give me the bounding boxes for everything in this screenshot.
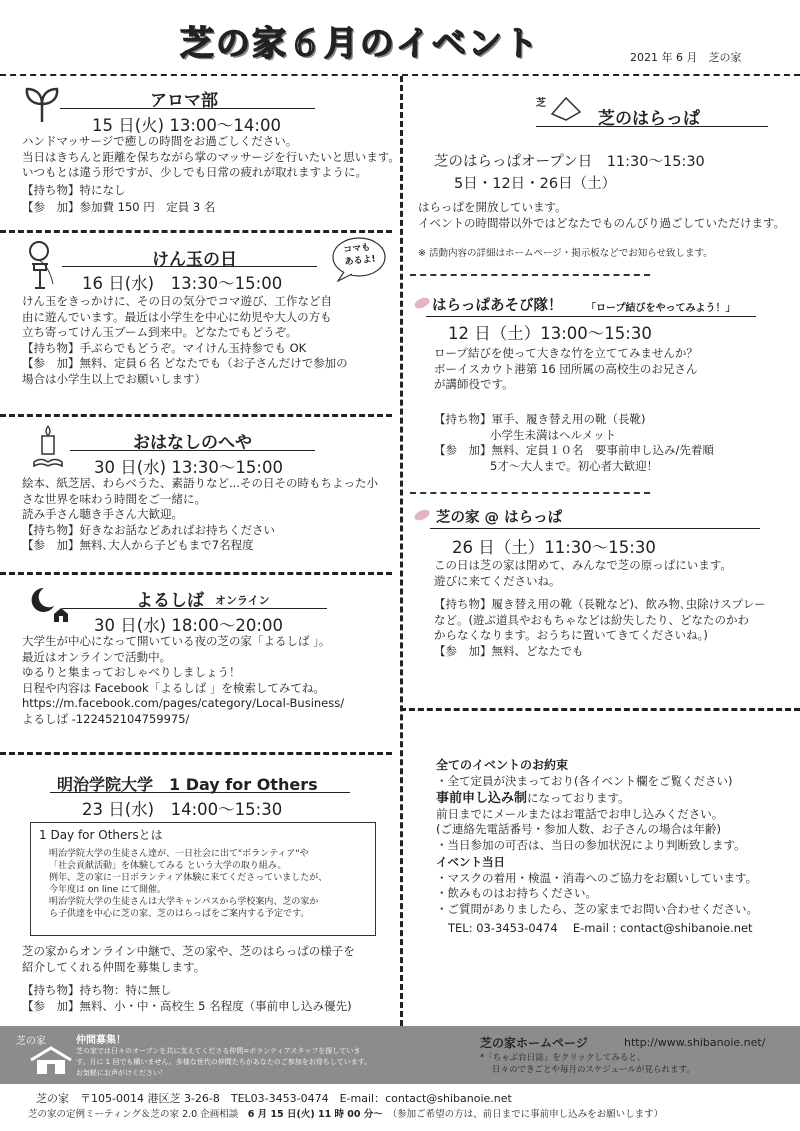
yorushiba-line: 最近はオンラインで活動中。 bbox=[22, 649, 172, 664]
asobi-line: ボーイスカウト港第 16 団所属の高校生のお兄さん bbox=[434, 361, 698, 376]
hp-note: 日々のできごとや毎月のスケジュールが見られます。 bbox=[492, 1065, 695, 1075]
recruit-section bbox=[76, 1031, 371, 1079]
ohanashi-line: さな世界を味わう時間をご一緒に。 bbox=[22, 491, 206, 506]
box-body bbox=[49, 848, 327, 920]
box-line: 「社会貢献活動」を体験してみる という大学の取り組み。 bbox=[49, 861, 287, 871]
ohanashi-line: 【持ち物】好きなお話などあればお持ちください bbox=[22, 522, 275, 537]
promise-line: ・当日参加の可否は、当日の参加状況により判断致します。 bbox=[436, 837, 746, 852]
promise-line: 前日までにメールまたはお電話でお申し込みください。 bbox=[436, 806, 724, 821]
ohanashi-title: おはなしのへや bbox=[133, 433, 252, 453]
harappa-line: イベントの時間帯以外ではどなたでものんびり過ごしていただけます。 bbox=[418, 215, 786, 230]
harappa-line: はらっぱを開放しています。 bbox=[418, 200, 567, 214]
about-1day-box bbox=[30, 822, 376, 936]
facebook-url[interactable]: https://m.facebook.com/pages/category/Local-Business/ bbox=[22, 696, 345, 710]
sprout-icon bbox=[22, 84, 62, 124]
asobi-line: が講師役です。 bbox=[434, 377, 514, 391]
meiji-line: 芝の家からオンライン中継で、芝の家や、芝のはらっぱの様子を bbox=[22, 944, 355, 958]
asobi-sanka: 5才～大人まで。初心者大歓迎！ bbox=[490, 458, 659, 473]
footer-logo-label: 芝の家 bbox=[16, 1036, 46, 1047]
aroma-title-underline bbox=[60, 108, 315, 109]
promise-section bbox=[436, 758, 758, 937]
ohanashi-line: 絵本、紙芝居、わらべうた、素語りなど...その日その時もちよった小 bbox=[22, 476, 378, 490]
harappa-note: ※ 活動内容の詳細はホームページ・掲示板などでお知らせ致します。 bbox=[418, 248, 713, 259]
label: 【参 加】 bbox=[434, 443, 492, 457]
hp-note: *「ちゃぶ台日誌」をクリックしてみると、 bbox=[480, 1053, 646, 1063]
ohanashi-line: 【参 加】無料､大人から子どもまで7名程度 bbox=[22, 538, 254, 552]
box-line: 例年、芝の家に一日ボランティア体験に来てくださっていましたが、 bbox=[49, 873, 328, 883]
kendama-body bbox=[22, 294, 348, 387]
date-org: 2021 年 6 月 芝の家 bbox=[630, 51, 742, 64]
kendama-line: 【持ち物】手ぶらでもどうぞ。マイけん玉持参でも OK bbox=[22, 340, 307, 355]
petal-icon bbox=[412, 296, 432, 310]
divider bbox=[400, 708, 800, 711]
kendama-line: 由に遊んでいます。最近は小学生を中心に幼児や大人の方も bbox=[22, 309, 332, 324]
promise-line: ・飲みものはお持ちください。 bbox=[436, 886, 597, 900]
promise-line: ・ご質問がありましたら、芝の家までお問い合わせください。 bbox=[436, 901, 758, 916]
aroma-line: 当日はきちんと距離を保ちながら掌のマッサージを行いたいと思います。 bbox=[22, 149, 400, 164]
box-line: 明治学院大学の生徒さん達が、一日社会に出て"ボランティア"や bbox=[49, 849, 309, 859]
recruit-line: お気軽にお声がけください！ bbox=[76, 1069, 167, 1077]
ohanashi-body bbox=[22, 476, 378, 554]
aroma-line: ハンドマッサージで癒しの時間をお過ごしください。 bbox=[22, 134, 298, 148]
atharappa-datetime: 26 日（土）11:30～15:30 bbox=[452, 538, 656, 557]
harappa-title-underline bbox=[536, 126, 768, 127]
promise-bold: 事前申し込み制 bbox=[436, 791, 528, 806]
ohanashi-line: 読み手さん聴き手さん大歓迎。 bbox=[22, 507, 183, 521]
yorushiba-datetime: 30 日(水) 18:00～20:00 bbox=[94, 616, 283, 635]
promise-line: (ご連絡先電話番号・参加人数、お子さんの場合は年齢) bbox=[436, 822, 721, 836]
ohanashi-datetime: 30 日(水) 13:30～15:00 bbox=[94, 458, 283, 477]
speech-bubble-text bbox=[343, 241, 376, 268]
house-icon bbox=[28, 1046, 74, 1076]
footer-address: 芝の家 〒105-0014 港区芝 3-26-8 TEL03-3453-0474 E-mail：contact@shibanoie.net bbox=[36, 1092, 512, 1105]
asobi-sanka: 無料、定員１０名 要事前申し込み/先着順 bbox=[491, 443, 714, 457]
divider bbox=[0, 752, 392, 755]
asobi-mochimono: 小学生未満はヘルメット bbox=[490, 427, 617, 442]
meeting-note: （参加ご希望の方は、前日までに事前申し込みをお願いします） bbox=[392, 1109, 664, 1120]
asobi-details bbox=[434, 412, 714, 474]
harappa-body bbox=[418, 200, 785, 231]
aroma-mochimono: 【持ち物】特になし bbox=[22, 182, 126, 197]
asobi-line: ロープ結びを使って大きな竹を立ててみませんか？ bbox=[434, 346, 698, 360]
harappa-title: 芝のはらっぱ bbox=[598, 109, 700, 129]
asobi-subtitle: 「ロープ結びをやってみよう！」 bbox=[586, 303, 736, 314]
kendama-datetime: 16 日(水) 13:30～15:00 bbox=[82, 274, 283, 293]
kendama-icon bbox=[22, 240, 62, 292]
harappa-open-dates: 5日・12日・26日（土） bbox=[454, 176, 617, 192]
facebook-url-cont[interactable]: よるしば -122452104759975/ bbox=[22, 711, 190, 726]
box-line: 今年度は on line にて開催。 bbox=[49, 885, 167, 895]
label: 【持ち物】 bbox=[434, 412, 492, 426]
bubble-line: コマも bbox=[342, 242, 371, 256]
column-divider bbox=[400, 76, 403, 1026]
asobi-title-underline bbox=[426, 316, 756, 317]
box-line: 明治学院大学の生徒さんは大学キャンパスから学校案内、芝の家か bbox=[49, 897, 319, 907]
asobi-datetime: 12 日（土）13:00～15:30 bbox=[448, 324, 652, 343]
meiji-mochimono: 【持ち物】持ち物：特に無し bbox=[22, 983, 172, 997]
aroma-body bbox=[22, 134, 400, 216]
asobi-title: はらっぱあそび隊！ bbox=[432, 298, 563, 314]
harappa-logo-text: 芝 bbox=[536, 98, 546, 109]
yorushiba-line: 日程や内容は Facebook「よるしば 」を検索してみてね。 bbox=[22, 680, 325, 695]
moon-house-icon bbox=[28, 584, 70, 624]
yorushiba-title-underline bbox=[62, 608, 327, 609]
meiji-datetime: 23 日(水) 14:00～15:30 bbox=[82, 800, 283, 819]
ohanashi-title-underline bbox=[70, 450, 315, 451]
kendama-line: 場合は小学生以上でお願いします） bbox=[22, 371, 206, 386]
yorushiba-line: 大学生が中心になって開いている夜の芝の家「よるしば 」。 bbox=[22, 634, 331, 648]
meiji-title: 明治学院大学 1 Day for Others bbox=[57, 775, 318, 794]
kendama-line: けん玉をきっかけに、その日の気分でコマ遊び、工作など自 bbox=[22, 294, 333, 308]
bubble-line: あるよ! bbox=[344, 254, 377, 268]
yorushiba-tag: オンライン bbox=[215, 594, 270, 607]
recruit-line: 芝の家では日々のオープンを共に支えてくださる仲間=ボランティアスタッフを探していま bbox=[76, 1047, 361, 1055]
box-line: ら子供達を中心に芝の家、芝のはらっぱをご案内する予定です。 bbox=[49, 909, 310, 919]
meeting-date: 6 月 15 日(火) 11 時 00 分～ bbox=[247, 1109, 383, 1120]
hp-url[interactable]: http://www.shibanoie.net/ bbox=[624, 1036, 766, 1049]
atharappa-title-underline bbox=[430, 528, 760, 529]
harappa-open-title: 芝のはらっぱオープン日 11:30～15:30 bbox=[434, 154, 705, 170]
asobi-body bbox=[434, 346, 698, 393]
atharappa-title: 芝の家 @ はらっぱ bbox=[436, 510, 563, 526]
kendama-title-underline bbox=[62, 266, 317, 267]
aroma-line: いつもとは違う形ですが、少しでも日常の疲れが取れますように。 bbox=[22, 165, 367, 179]
aroma-sanka: 【参 加】参加費 150 円 定員 3 名 bbox=[22, 200, 216, 214]
divider bbox=[0, 230, 392, 233]
hp-label: 芝の家ホームページ bbox=[480, 1036, 588, 1050]
meiji-body bbox=[22, 944, 355, 1014]
hp-notes bbox=[480, 1052, 695, 1076]
candle-book-icon bbox=[32, 424, 64, 468]
atharappa-line: 【参 加】無料、どなたでも bbox=[434, 643, 584, 658]
aroma-datetime: 15 日(火) 13:00～14:00 bbox=[92, 116, 281, 135]
contact-line: TEL: 03-3453-0474 E-mail : contact@shibanoie.net bbox=[448, 921, 753, 935]
yorushiba-body bbox=[22, 634, 344, 727]
atharappa-line: からなくなります。おうちに置いてきてくださいね。) bbox=[434, 628, 708, 642]
aroma-title: アロマ部 bbox=[150, 91, 218, 111]
box-title: 1 Day for Othersとは bbox=[39, 828, 163, 842]
meeting-label: 芝の家の定例ミーティング＆芝の家 2.0 企画相談 bbox=[28, 1109, 239, 1120]
recruit-line: す。月に 1 回でも構いません。多様な世代の仲間たちがあなたのご参加をお待ちしています。 bbox=[76, 1058, 372, 1066]
yorushiba-line: ゆるりと集まっておしゃべりしましょう！ bbox=[22, 665, 241, 679]
atharappa-line: 遊びに来てくださいね。 bbox=[434, 573, 561, 588]
promise-day-title: イベント当日 bbox=[436, 855, 505, 869]
atharappa-body bbox=[434, 558, 766, 659]
promise-title: 全てのイベントのお約束 bbox=[436, 758, 569, 772]
divider bbox=[410, 274, 650, 276]
atharappa-line: など。(遊ぶ道具やおもちゃなどは紛失したり、どなたのかわ bbox=[434, 612, 749, 627]
yorushiba-title: よるしば bbox=[136, 591, 204, 611]
kendama-line: 立ち寄ってけん玉ブーム到来中。どなたでもどうぞ。 bbox=[22, 325, 298, 339]
promise-bold-suffix: になっております。 bbox=[527, 791, 630, 805]
recruit-title: 仲間募集！ bbox=[76, 1035, 126, 1046]
promise-line: ・全て定員が決まっており(各イベント欄をご覧ください) bbox=[436, 773, 733, 788]
atharappa-line: 【持ち物】履き替え用の靴（長靴など)、飲み物､虫除けスプレー bbox=[434, 597, 766, 611]
atharappa-line: この日は芝の家は閉めて、みんなで芝の原っぱにいます。 bbox=[434, 558, 732, 572]
divider bbox=[0, 414, 392, 417]
petal-icon bbox=[412, 508, 432, 522]
divider bbox=[0, 572, 392, 575]
divider bbox=[410, 492, 650, 494]
footer-meeting bbox=[28, 1106, 663, 1120]
meiji-line: 紹介してくれる仲間を募集します。 bbox=[22, 959, 206, 974]
meiji-title-underline bbox=[50, 792, 350, 793]
asobi-mochimono: 軍手、履き替え用の靴（長靴) bbox=[491, 412, 646, 426]
promise-line: ・マスクの着用・検温・消毒へのご協力をお願いしています。 bbox=[436, 870, 758, 885]
page-title: 芝の家６月のイベント bbox=[180, 24, 540, 64]
kendama-title: けん玉の日 bbox=[152, 250, 237, 270]
kendama-line: 【参 加】無料、定員６名 どなたでも（お子さんだけで参加の bbox=[22, 356, 348, 370]
meiji-sanka: 【参 加】無料、小・中・高校生 5 名程度（事前申し込み優先) bbox=[22, 998, 352, 1013]
